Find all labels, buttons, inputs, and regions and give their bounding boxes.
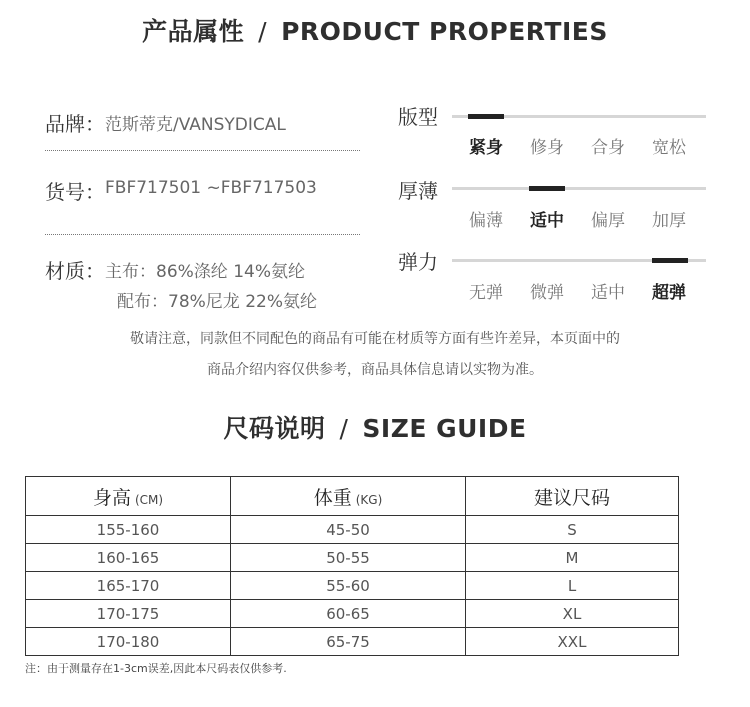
title-separator: / [339,414,349,443]
size-footnote: 注：由于测量存在1-3cm误差,因此本尺码表仅供参考. [25,662,287,675]
elasticity-label: 弹力 [398,250,438,274]
size-cell: M [466,544,679,572]
title-separator: / [258,17,268,46]
thickness-option: 适中 [530,211,564,231]
table-row [26,544,679,572]
thickness-option: 加厚 [652,211,686,231]
weight-unit: (KG) [355,492,383,507]
fit-option: 宽松 [652,138,686,158]
table-row [26,600,679,628]
elasticity-option: 超弹 [652,283,686,303]
brand-label: 品牌： [45,112,105,136]
height-unit: (CM) [134,492,164,507]
elasticity-scale-marker [652,258,688,263]
properties-title [0,12,750,48]
weight-cell: 45-50 [231,516,466,544]
brand-value: 范斯蒂克/VANSYDICAL [105,115,286,135]
size-cell: XXL [466,628,679,656]
fit-option: 紧身 [469,138,503,158]
weight-cell: 65-75 [231,628,466,656]
height-cell: 170-175 [26,600,231,628]
elasticity-option: 适中 [591,283,625,303]
weight-cell: 50-55 [231,544,466,572]
item-number-value: FBF717501 ~FBF717503 [105,178,317,198]
divider [45,150,360,151]
material-lining: 配布：78%尼龙 22%氨纶 [117,292,317,312]
height-header: 身高 (CM) [26,477,231,516]
elasticity-option: 微弹 [530,283,564,303]
height-cell: 165-170 [26,572,231,600]
height-cell: 160-165 [26,544,231,572]
thickness-label: 厚薄 [398,179,438,203]
item-number-label: 货号： [45,180,105,204]
thickness-scale-marker [529,186,565,191]
height-cell: 155-160 [26,516,231,544]
fit-option: 合身 [591,138,625,158]
table-row [26,516,679,544]
size-cell: L [466,572,679,600]
material-label: 材质： [45,259,105,283]
size-cell: S [466,516,679,544]
thickness-option: 偏薄 [469,211,503,231]
material-row [45,255,360,284]
elasticity-option: 无弹 [469,283,503,303]
table-header-row [26,477,679,516]
brand-row [45,108,360,137]
size-table [25,476,679,656]
notice-line: 商品介绍内容仅供参考，商品具体信息请以实物为准。 [207,362,543,378]
notice-text [0,324,750,386]
properties-title-cn: 产品属性 [142,17,245,46]
size-guide-title [0,409,750,445]
thickness-option: 偏厚 [591,211,625,231]
size-guide-title-cn: 尺码说明 [223,414,326,443]
thickness-scale-bar [452,187,706,190]
divider [45,234,360,235]
item-number-row [45,176,360,205]
fit-option: 修身 [530,138,564,158]
table-row [26,628,679,656]
material-main: 主布：86%涤纶 14%氨纶 [105,262,305,282]
elasticity-scale-bar [452,259,706,262]
size-cell: XL [466,600,679,628]
fit-scale-marker [468,114,504,119]
properties-title-en: PRODUCT PROPERTIES [281,17,608,46]
weight-cell: 60-65 [231,600,466,628]
weight-cell: 55-60 [231,572,466,600]
size-header: 建议尺码 [466,477,679,516]
fit-label: 版型 [398,105,438,129]
size-guide-title-en: SIZE GUIDE [362,414,527,443]
height-cell: 170-180 [26,628,231,656]
fit-scale-bar [452,115,706,118]
notice-line: 敬请注意，同款但不同配色的商品有可能在材质等方面有些许差异，本页面中的 [130,331,620,347]
table-row [26,572,679,600]
weight-header: 体重 (KG) [231,477,466,516]
